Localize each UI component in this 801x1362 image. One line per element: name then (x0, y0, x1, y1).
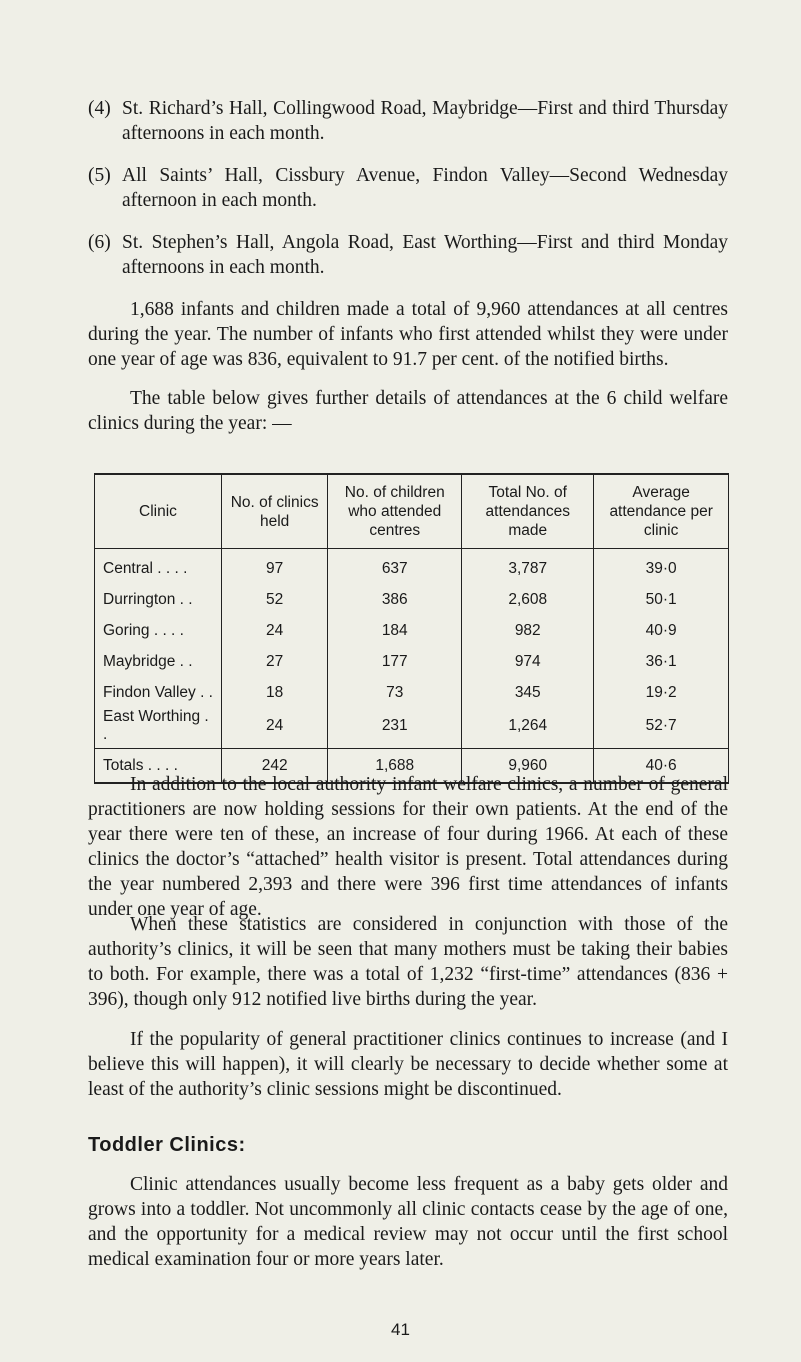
cell-average: 50·1 (594, 584, 729, 615)
paragraph-statistics: When these statistics are considered in conjunction with those of the authority’s clinics, it will be seen that many mothers must be taking their babies to both. For example, there was a total of 1,232 “first-time” attendances (836 + 396), though only 912 notified live births during the year. (88, 914, 728, 1010)
paragraph-toddler-clinics: Clinic attendances usually become less frequent as a baby gets older and grows into a toddler. Not uncommonly all clinic contacts cease by the age of one, and the opportunity for a medical review may not occur until the first school medical examination four or more years later. (88, 1174, 728, 1270)
cell-clinics-held: 24 (221, 615, 327, 646)
cell-total: 1,264 (462, 708, 594, 749)
col-header-clinics-held: No. of clinics held (221, 474, 327, 549)
cell-total-attendances: 9,960 (462, 749, 594, 784)
list-number: (5) (88, 165, 111, 186)
cell-children: 177 (328, 646, 462, 677)
cell-total-label: Totals . . . . (95, 749, 222, 784)
cell-clinics-held: 97 (221, 549, 327, 585)
paragraph-attendance-summary: 1,688 infants and children made a total of 9,960 attendances at all centres during the year. The number of infants who first attended whilst they were under one year of age was 836, equivalent to 91.7 per cent. of the notified births. (88, 299, 728, 370)
list-text: St. Richard’s Hall, Collingwood Road, Maybridge—First and third Thursday afternoons in each month. (122, 98, 728, 144)
cell-average: 19·2 (594, 677, 729, 708)
cell-clinics-held: 18 (221, 677, 327, 708)
paragraph-popularity: If the popularity of general practitioner clinics continues to increase (and I believe this will happen), it will clearly be necessary to decide whether some at least of the authority’s clinic sessions might be discontinued. (88, 1029, 728, 1100)
cell-total: 982 (462, 615, 594, 646)
table-row (95, 549, 729, 585)
col-header-clinic: Clinic (95, 474, 222, 549)
cell-clinic: Findon Valley . . (95, 677, 222, 708)
list-number: (6) (88, 232, 111, 253)
paragraph-gp-clinics: In addition to the local authority infant welfare clinics, a number of general practitioners are now holding sessions for their own patients. At the end of the year there were ten of these, an increase of four during 1966. At each of these clinics the doctor’s “attached” health visitor is present. Total attendances during the year numbered 2,393 and there were 396 first time attendances of infants under one year of age. (88, 774, 728, 920)
cell-clinic: East Worthing . . (95, 708, 222, 749)
cell-total: 3,787 (462, 549, 594, 585)
cell-children: 231 (328, 708, 462, 749)
cell-total: 345 (462, 677, 594, 708)
cell-children: 184 (328, 615, 462, 646)
page-number: 41 (391, 1320, 410, 1339)
cell-total-children: 1,688 (328, 749, 462, 784)
cell-total: 974 (462, 646, 594, 677)
cell-clinic: Goring . . . . (95, 615, 222, 646)
cell-total: 2,608 (462, 584, 594, 615)
cell-average: 36·1 (594, 646, 729, 677)
cell-clinic: Durrington . . (95, 584, 222, 615)
cell-clinic: Central . . . . (95, 549, 222, 585)
col-header-total-attendances: Total No. of attendances made (462, 474, 594, 549)
table-row (95, 584, 729, 615)
section-heading: Toddler Clinics: (88, 1134, 246, 1156)
col-header-children: No. of children who attended centres (328, 474, 462, 549)
cell-clinics-held: 27 (221, 646, 327, 677)
cell-clinics-held: 52 (221, 584, 327, 615)
list-text: St. Stephen’s Hall, Angola Road, East Worthing—First and third Monday afternoons in each month. (122, 232, 728, 278)
cell-children: 386 (328, 584, 462, 615)
cell-children: 637 (328, 549, 462, 585)
list-number: (4) (88, 98, 111, 119)
table-row (95, 615, 729, 646)
col-header-average: Average attendance per clinic (594, 474, 729, 549)
list-text: All Saints’ Hall, Cissbury Avenue, Findon Valley—Second Wednesday afternoon in each month. (122, 165, 728, 211)
table-header-row (95, 474, 729, 549)
table-row (95, 708, 729, 749)
cell-total-clinics-held: 242 (221, 749, 327, 784)
cell-clinic: Maybridge . . (95, 646, 222, 677)
cell-children: 73 (328, 677, 462, 708)
cell-clinics-held: 24 (221, 708, 327, 749)
table-row (95, 646, 729, 677)
paragraph-table-intro: The table below gives further details of attendances at the 6 child welfare clinics during the year: — (88, 388, 728, 434)
attendance-table (94, 473, 729, 784)
cell-total-average: 40·6 (594, 749, 729, 784)
cell-average: 39·0 (594, 549, 729, 585)
cell-average: 52·7 (594, 708, 729, 749)
cell-average: 40·9 (594, 615, 729, 646)
table-row (95, 677, 729, 708)
